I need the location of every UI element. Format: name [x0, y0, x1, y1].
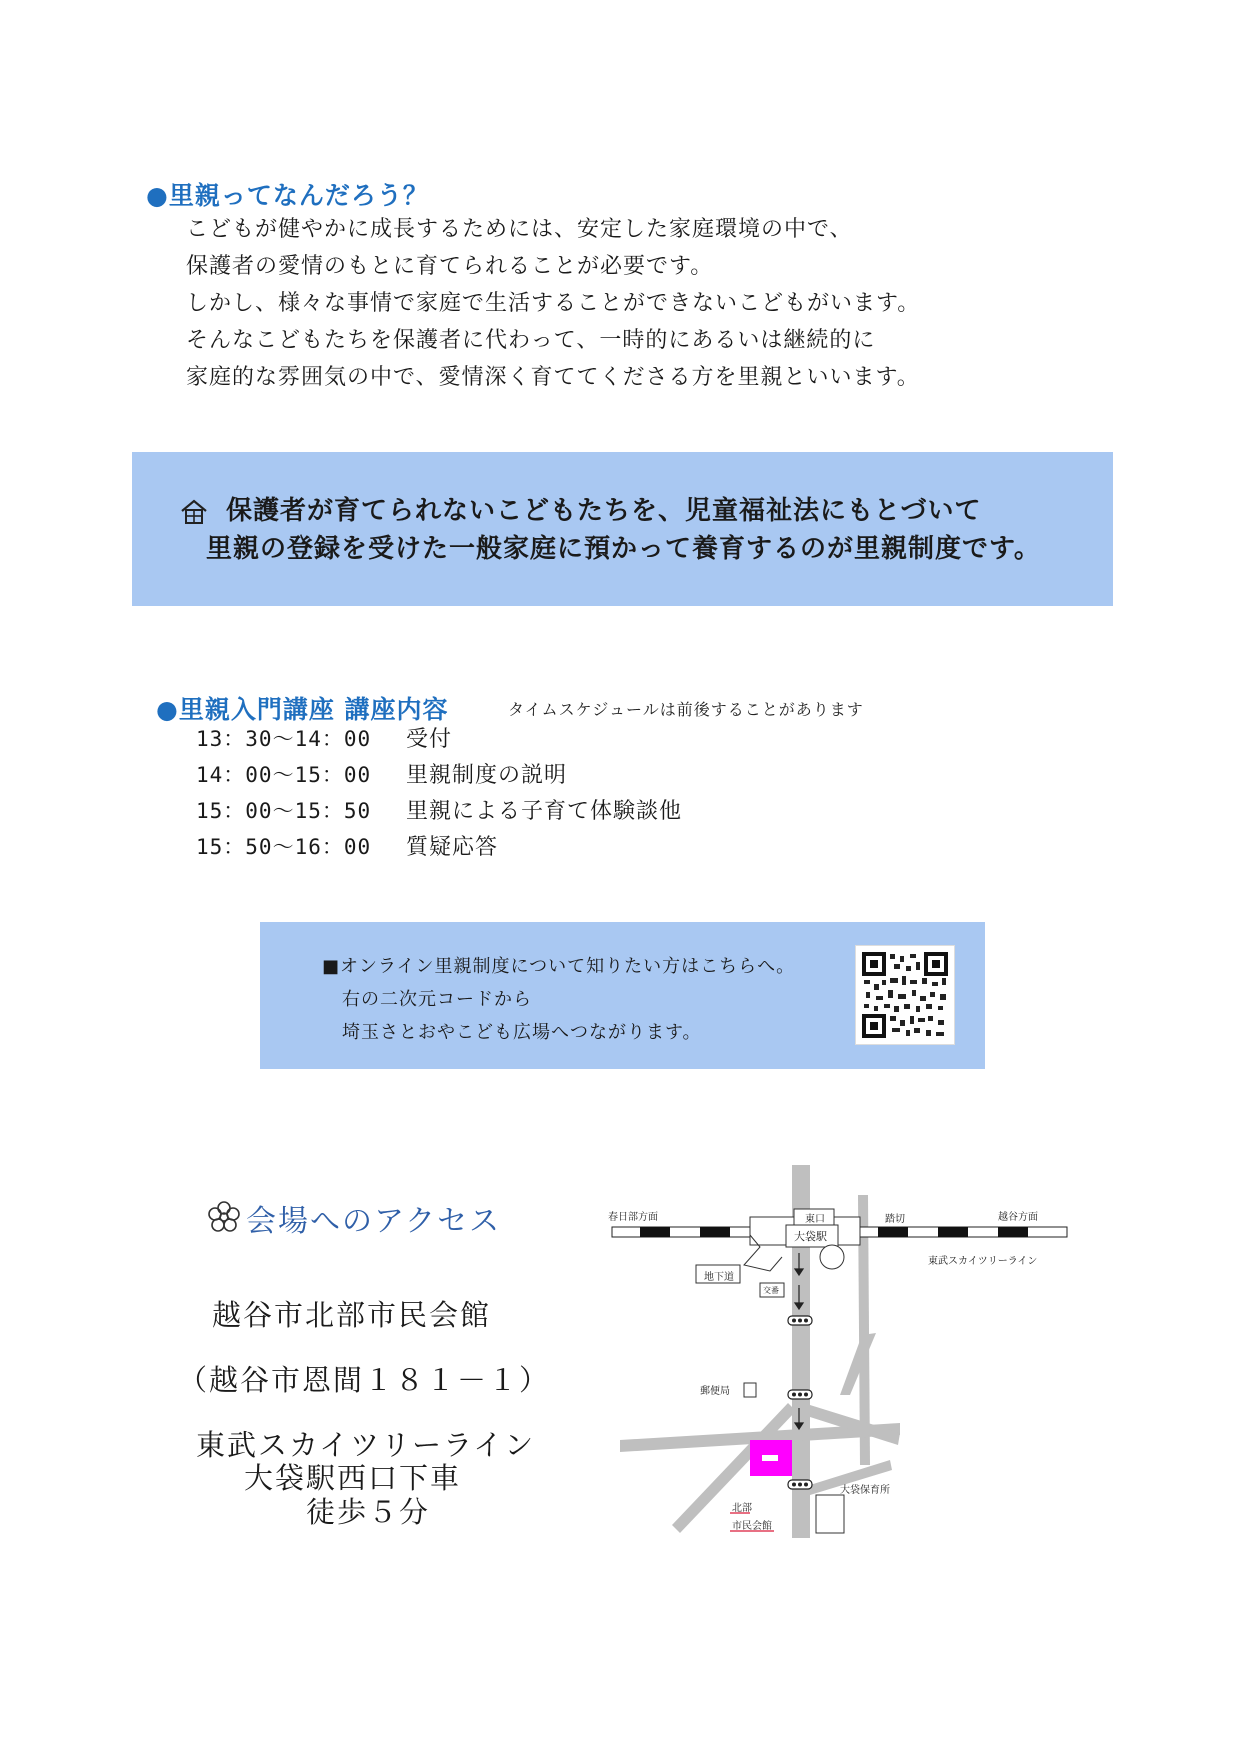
schedule-time: 14：00〜15：00 [196, 763, 372, 787]
online-line-1: ■オンライン里親制度について知りたい方はこちらへ。 [322, 956, 796, 977]
venue-marker-inner [762, 1455, 778, 1461]
map-label-station: 大袋駅 [794, 1230, 827, 1243]
online-line-3: 埼玉さとおやこども広場へつながります。 [342, 1022, 702, 1043]
intro-line: こどもが健やかに成長するためには、安定した家庭環境の中で、 [186, 217, 853, 242]
venue-name: 越谷市北部市民会館 [212, 1298, 492, 1332]
schedule-item: 里親制度の説明 [406, 763, 568, 788]
schedule-item: 里親による子育て体験談他 [406, 799, 683, 824]
statement-line-2: 里親の登録を受けた一般家庭に預かって養育するのが里親制度です。 [206, 534, 1041, 564]
map-label-underpass: 地下道 [704, 1272, 734, 1283]
schedule-time: 13：30〜14：00 [196, 727, 372, 751]
online-box [260, 922, 985, 1069]
venue-address: （越谷市恩間１８１－１） [178, 1363, 551, 1397]
diagonal-road-east [840, 1333, 876, 1395]
access-title: 会場へのアクセス [246, 1204, 502, 1239]
qr-code-icon [856, 946, 954, 1044]
statement-line-1: 保護者が育てられないこどもたちを、児童福祉法にもとづいて [226, 496, 982, 526]
intro-paragraph [186, 211, 1186, 396]
qr-code-link[interactable] [855, 945, 955, 1045]
statement-text-2 [206, 530, 1106, 568]
map-label-venue-2: 市民会館 [732, 1521, 772, 1532]
nursery-box [816, 1495, 844, 1533]
map-label-police-box: 交番 [763, 1286, 779, 1295]
map-label-koshigaya: 越谷方面 [998, 1212, 1038, 1223]
schedule-time: 15：00〜15：50 [196, 799, 372, 823]
intro-line: そんなこどもたちを保護者に代わって、一時的にあるいは継続的に [186, 328, 876, 353]
walk-time: 徒歩５分 [306, 1495, 431, 1529]
online-text [322, 950, 882, 1049]
intro-line: しかし、様々な事情で家庭で生活することができないこどもがいます。 [186, 291, 921, 316]
map-label-east-exit: 東口 [805, 1214, 825, 1225]
schedule-row [196, 757, 682, 793]
intro-line: 保護者の愛情のもとに育てられることが必要です。 [186, 254, 714, 279]
map-label-crossing: 踏切 [885, 1214, 905, 1225]
intro-heading: ●里親ってなんだろう？ [146, 181, 429, 210]
intro-line: 家庭的な雰囲気の中で、愛情深く育ててくださる方を里親といいます。 [186, 365, 920, 390]
schedule-list [196, 721, 682, 865]
house-icon [180, 498, 208, 526]
station-exit: 大袋駅西口下車 [244, 1461, 462, 1495]
roundabout [820, 1245, 844, 1269]
flower-icon [208, 1201, 240, 1233]
post-office-box [744, 1383, 756, 1397]
map-label-railway: 東武スカイツリーライン [928, 1256, 1038, 1267]
statement-box [132, 452, 1113, 606]
access-map [600, 1165, 1080, 1545]
schedule-heading: ●里親入門講座 講座内容 [156, 695, 449, 724]
map-label-nursery: 大袋保育所 [840, 1485, 890, 1496]
statement-text [226, 492, 1106, 530]
schedule-note: タイムスケジュールは前後することがあります [508, 700, 864, 719]
map-label-venue-1: 北部 [732, 1503, 752, 1514]
schedule-item: 質疑応答 [406, 835, 499, 860]
schedule-row [196, 829, 682, 865]
online-line-2: 右の二次元コードから [342, 989, 532, 1010]
schedule-time: 15：50〜16：00 [196, 835, 372, 859]
schedule-item: 受付 [406, 727, 453, 752]
schedule-row [196, 793, 682, 829]
schedule-row [196, 721, 682, 757]
train-line: 東武スカイツリーライン [196, 1428, 536, 1462]
map-label-post-office: 郵便局 [700, 1386, 730, 1397]
map-label-kasukabe: 春日部方面 [608, 1212, 658, 1223]
